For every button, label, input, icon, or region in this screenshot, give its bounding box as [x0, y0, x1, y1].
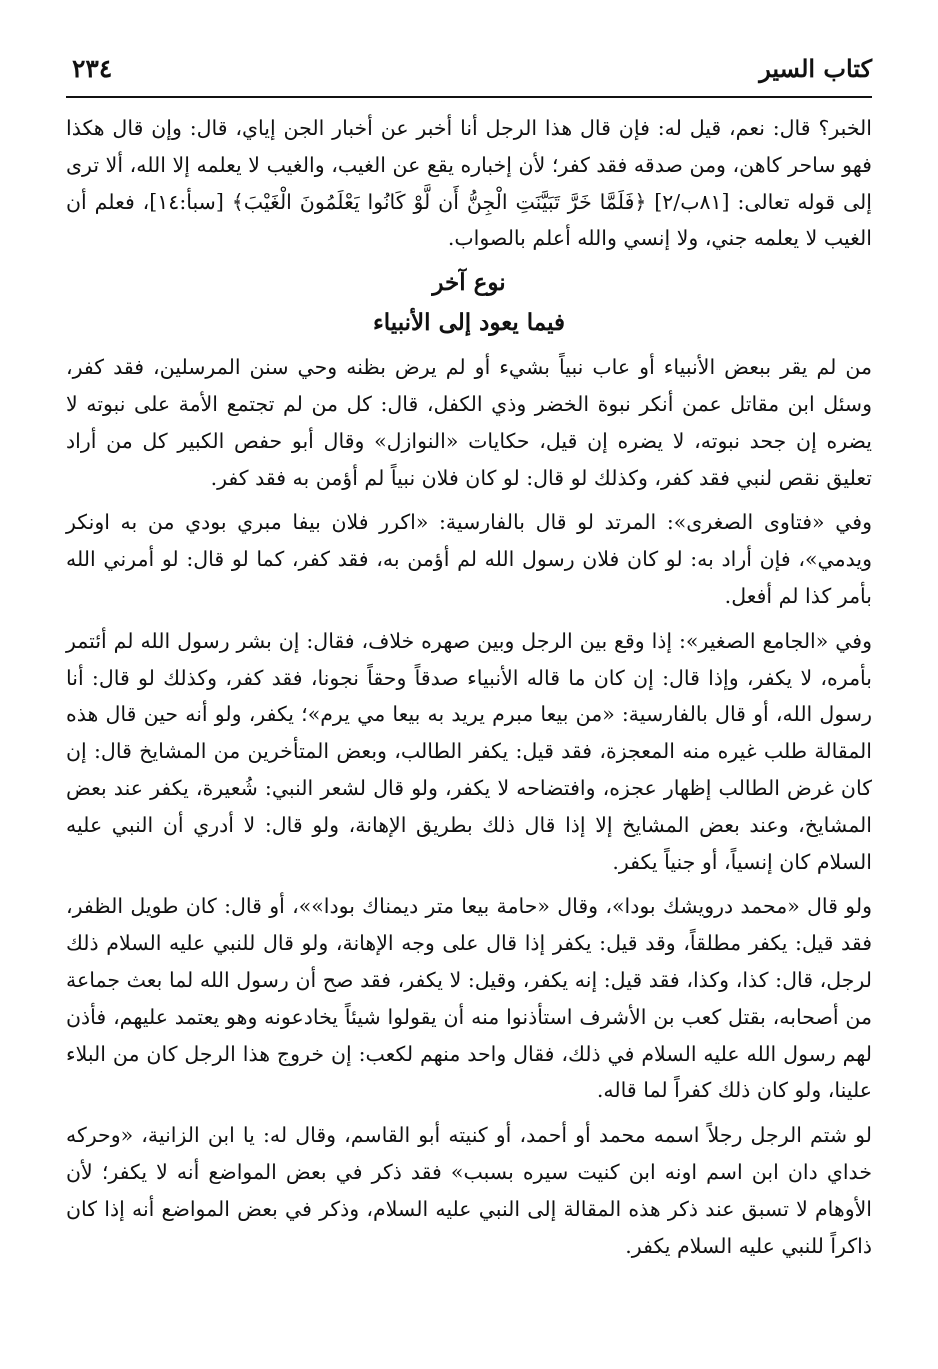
- paragraph-4: وفي «الجامع الصغير»: إذا وقع بين الرجل وبين صهره خلاف، فقال: إن بشر رسول الله لم أئتمر بأمره، لا يكفر، وإذا قال: إن كان ما قاله الأنبياء صدقاً وحقاً نجونا، فقد كفر، وكذلك لو قال: أنا رسول الله، أو قال بالفارسية: «من بيعا مبرم يريد به بيعا مي يرم»؛ يكفر، ولو أنه حين قال هذه المقالة طلب غيره منه المعجزة، فقد قيل: يكفر الطالب، وبعض المتأخرين من المشايخ قال: إن كان غرض الطالب إظهار عجزه، وافتضاحه لا يكفر، ولو قال لشعر النبي: شُعيرة، يكفر عند بعض المشايخ، وعند بعض المشايخ إلا إذا قال ذلك بطريق الإهانة، ولو قال: لا أدري أن النبي عليه السلام كان إنسياً، أو جنياً يكفر.: [66, 628, 872, 874]
- page-number: ٢٣٤: [72, 54, 113, 83]
- paragraph-1: الخبر؟ قال: نعم، قيل له: فإن قال هذا الرجل أنا أخبر عن أخبار الجن إياي، قال: وإن قال هكذا فهو ساحر كاهن، ومن صدقه فقد كفر؛ لأن إخباره يقع عن الغيب، والغيب لا يعلمه إلا الله، ألا ترى إلى قوله تعالى: [٨١ب/٢] ﴿فَلَمَّا خَرَّ تَبَيَّنَتِ الْجِنُّ أَن لَّوْ كَانُوا يَعْلَمُونَ الْغَيْبَ﴾ [سبأ:١٤]، فعلم أن الغيب لا يعلمه جني، ولا إنسي والله أعلم بالصواب.: [66, 116, 872, 251]
- section-title: نوع آخر: [432, 269, 506, 297]
- running-title: كتاب السير: [759, 54, 872, 83]
- paragraph-2: من لم يقر ببعض الأنبياء أو عاب نبياً بشيء أو لم يرض بظنه وحي سنن المرسلين، فقد كفر، وسئل ابن مقاتل عمن أنكر نبوة الخضر وذي الكفل، قال: كل من لم تجتمع الأمة على نبوته لا يضره إن جحد نبوته، لا يضره إن قيل، حكايات «النوازل» وقال أبو حفص الكبير كل من أراد تعليق نقص لنبي فقد كفر، وكذلك لو قال: لو كان فلان نبياً لم أؤمن به فقد كفر.: [66, 355, 872, 490]
- page-header: [66, 50, 872, 98]
- paragraph-6: لو شتم الرجل رجلاً اسمه محمد أو أحمد، أو كنيته أبو القاسم، وقال له: يا ابن الزانية، «وحركه خداي دان ابن اسم اونه ابن كنيت سيره بسبب» فقد ذكر في بعض المواضع أنه لا يكفر؛ لأن الأوهام لا تسبق عند ذكر هذه المقالة إلى النبي عليه السلام، وذكر في بعض المواضع أنه إذا كان ذاكراً للنبي عليه السلام يكفر.: [66, 1123, 872, 1258]
- paragraph-3: وفي «فتاوى الصغرى»: المرتد لو قال بالفارسية: «اكرر فلان بيفا مبري بودي من به اونكر ويدمي»، فإن أراد به: لو كان فلان رسول الله لم أؤمن به، فقد كفر، كما لو قال: لو أمرني الله بأمر كذا لم أفعل.: [66, 510, 872, 608]
- section-subtitle: فيما يعود إلى الأنبياء: [372, 309, 566, 337]
- page-body: [66, 110, 872, 1264]
- paragraph-5: ولو قال «محمد درويشك بودا»، وقال «حامة بيعا متر ديمناك بودا»»، أو قال: كان طويل الظفر، فقد قيل: يكفر مطلقاً، وقد قيل: يكفر إذا قال على وجه الإهانة، ولو قال للنبي عليه السلام ذلك لرجل، قال: كذا، وكذا، فقد قيل: إنه يكفر، وقيل: لا يكفر، فقد صح أن رسول الله لما بعث جماعة من أصحابه، بقتل كعب بن الأشرف استأذنوا منه أن يقولوا شيئاً يخادعونه وهو يعتمد عليهم، فأذن لهم رسول الله عليه السلام في ذلك، فقال واحد منهم لكعب: إن خروج هذا الرجل كان من البلاء علينا، ولو كان ذلك كفراً لما قاله.: [66, 894, 872, 1103]
